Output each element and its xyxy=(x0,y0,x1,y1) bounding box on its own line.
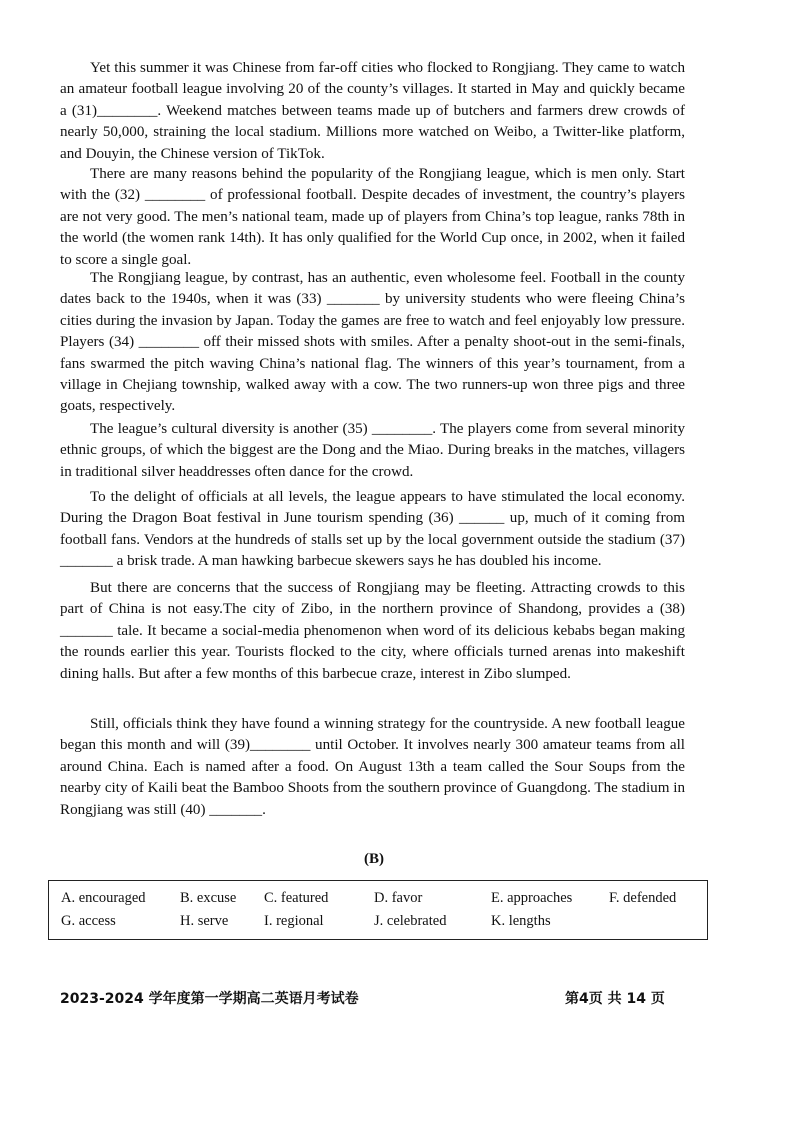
word-option-k: K. lengths xyxy=(491,913,551,929)
word-option-b: B. excuse xyxy=(180,890,237,906)
footer-page-number: 第4页 共 14 页 xyxy=(565,991,665,1007)
word-option-i: I. regional xyxy=(264,913,324,929)
passage-paragraph-2: There are many reasons behind the popularity of the Rongjiang league, which is men only. Start with the (32) ________ of professional football. Despite decades of investment, the country’s players are not very good. The men’s national team, made up of players from China’s top league, ranks 78th in the world (the women rank 14th). It has only qualified for the World Cup once, in 2002, when it failed to score a single goal. xyxy=(60,166,685,268)
passage-paragraph-4: The league’s cultural diversity is another (35) ________. The players come from several minority ethnic groups, of which the biggest are the Dong and the Miao. During breaks in the matches, villagers in traditional silver headdresses often dance for the crowd. xyxy=(60,421,685,480)
passage-paragraph-7: Still, officials think they have found a winning strategy for the countryside. A new football league began this month and will (39)________ until October. It involves nearly 300 amateur teams from all around China. Each is named after a food. On August 13th a team called the Sour Soups from the nearby city of Kaili beat the Bamboo Shoots from the southern province of Guangdong. The stadium in Rongjiang was still (40) _______. xyxy=(60,716,685,818)
passage-paragraph-6: But there are concerns that the success of Rongjiang may be fleeting. Attracting crowds to this part of China is not easy.The city of Zibo, in the northern province of Shandong, provides a (38) _______ tale. It became a social-media phenomenon when word of its delicious kebabs began making the rounds earlier this year. Tourists flocked to the city, where officials turned arenas into makeshift dining halls. But after a few months of this barbecue craze, interest in Zibo slumped. xyxy=(60,580,685,682)
word-option-e: E. approaches xyxy=(491,890,573,906)
word-option-c: C. featured xyxy=(264,890,329,906)
passage-paragraph-1: Yet this summer it was Chinese from far-off cities who flocked to Rongjiang. They came to watch an amateur football league involving 20 of the county’s villages. It started in May and quickly became a (31)________. Weekend matches between teams made up of butchers and farmers drew crowds of nearly 50,000, straining the local stadium. Millions more watched on Weibo, a Twitter-like platform, and Douyin, the Chinese version of TikTok. xyxy=(60,60,685,162)
footer-exam-title: 2023-2024 学年度第一学期高二英语月考试卷 xyxy=(60,991,359,1007)
word-option-a: A. encouraged xyxy=(61,890,146,906)
word-option-d: D. favor xyxy=(374,890,423,906)
word-option-g: G. access xyxy=(61,913,116,929)
word-option-f: F. defended xyxy=(609,890,677,906)
word-bank-box xyxy=(48,880,708,940)
section-label: (B) xyxy=(364,851,384,867)
passage-paragraph-5: To the delight of officials at all levels, the league appears to have stimulated the local economy. During the Dragon Boat festival in June tourism spending (36) ______ up, much of it coming from football fans. Vendors at the hundreds of stalls set up by the local government outside the stadium (37) _______ a brisk trade. A man hawking barbecue skewers says he has doubled his income. xyxy=(60,489,685,570)
passage-paragraph-3: The Rongjiang league, by contrast, has an authentic, even wholesome feel. Football in the county dates back to the 1940s, when it was (33) _______ by university students who were fleeing China’s cities during the invasion by Japan. Today the games are free to watch and feel enjoyably low pressure. Players (34) ________ off their missed shots with smiles. After a penalty shoot-out in the semi-finals, fans swarmed the pitch waving China’s national flag. The winners of this year’s tournament, from a village in Chejiang township, walked away with a cow. The two runners-up won three pigs and three goats, respectively. xyxy=(60,270,685,415)
word-option-j: J. celebrated xyxy=(374,913,447,929)
word-option-h: H. serve xyxy=(180,913,229,929)
